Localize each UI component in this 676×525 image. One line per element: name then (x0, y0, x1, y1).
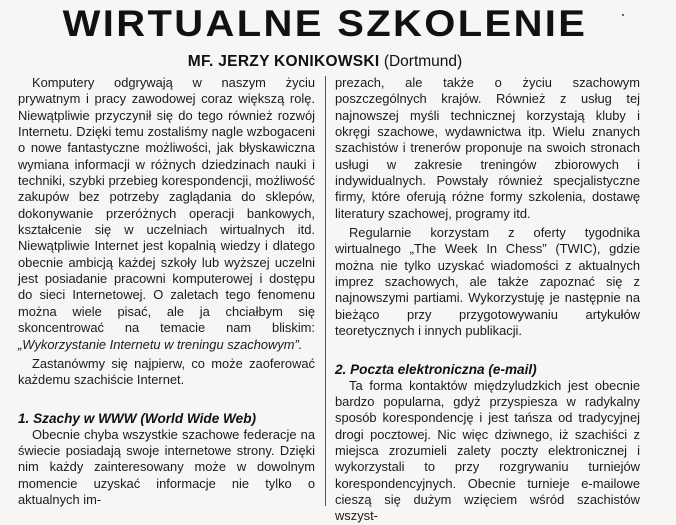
article-title: WIRTUALNE SZKOLENIE (62, 3, 588, 44)
left-paragraph-www: Obecnie chyba wszystkie szachowe federacje na świecie posiadają swoje internetowe strony. Dzięki nim każdy zainteresowany może w dowolnym momencie uzyskać informacje nie tylko o aktualnych im- (18, 426, 315, 507)
section-heading-email: 2. Poczta elektroniczna (e-mail) (335, 361, 537, 377)
right-paragraph-email: Ta forma kontaktów międzyludzkich jest obecnie bardzo popularna, gdyż przyspiesza w radykalny sposób korespondencję i jest tańsza od tradycyjnej drogi pocztowej. Nic więc dziwnego, iż szachiści z miejsca zrozumieli zalety poczty elektronicznej i wykorzystali to przy rozgrywaniu turniejów korespondencyjnych. Obecnie turnieje e-mailowe cieszą się dużym wzięciem wśród szachistów wszyst- (335, 377, 640, 524)
right-column (335, 75, 640, 525)
left-column (18, 75, 315, 508)
left-paragraph-intro-text: Komputery odgrywają w naszym życiu prywatnym i pracy zawodowej coraz większą rolę. Niewątpliwie przyczynił się do tego również rozwój Internetu. Dzięki temu zostaliśmy nagle wzbogaceni o nowe fantastyczne możliwości, jak błyskawiczna wymiana informacji w różnych dziedzinach nauki i techniki, szybki przebieg korespondencji, możliwość zakupów bez potrzeby zaglądania do sklepów, dokonywanie przeróżnych operacji bankowych, kształcenie się w uczelniach wirtualnych itd. Niewątpliwie Internet jest kopalnią wiedzy i dlatego obecnie ambicją każdej szkoły lub wyższej uczelni jest posiadanie pracowni komputerowej i dostępu do sieci Internetowej. O zaletach tego fenomenu można wiele pisać, ale ja chciałbym się skoncentrować na temacie nam bliskim: (18, 75, 315, 336)
left-paragraph-intro-quote: „Wykorzystanie Internetu w treningu szachowym”. (18, 336, 303, 352)
section-heading-www: 1. Szachy w WWW (World Wide Web) (18, 410, 257, 426)
right-paragraph-twic: Regularnie korzystam z oferty tygodnika wirtualnego „The Week In Chess” (TWIC), gdzie można nie tylko uzyskać wiadomości z aktualnych imprez szachowych, ale także zapoznać się z najnowszymi partiami. Wykorzystuję je następnie na bieżąco przy przygotowywaniu artykułów teoretycznych i innych publikacji. (335, 225, 640, 339)
column-divider (325, 76, 326, 506)
right-paragraph-continued: prezach, ale także o życiu szachowym poszczególnych krajów. Również z usług tej najnowszej myśli technicznej korzystają kluby i okręgi szachowe, wydawnictwa itp. Wielu znanych szachistów i trenerów proponuje na swoich stronach usługi w zakresie treningów zbiorowych i indywidualnych. Powstały również specjalistyczne firmy, które oferują różne formy szkolenia, dostawę literatury szachowej, programy itd. (335, 75, 640, 221)
author-name: MF. JERZY KONIKOWSKI (187, 53, 380, 70)
left-paragraph-intro (18, 75, 315, 353)
author-city: (Dortmund) (383, 53, 463, 70)
article-byline (0, 52, 650, 72)
left-paragraph-offer: Zastanówmy się najpierw, co może zaoferować każdemu szachiście Internet. (18, 355, 315, 388)
